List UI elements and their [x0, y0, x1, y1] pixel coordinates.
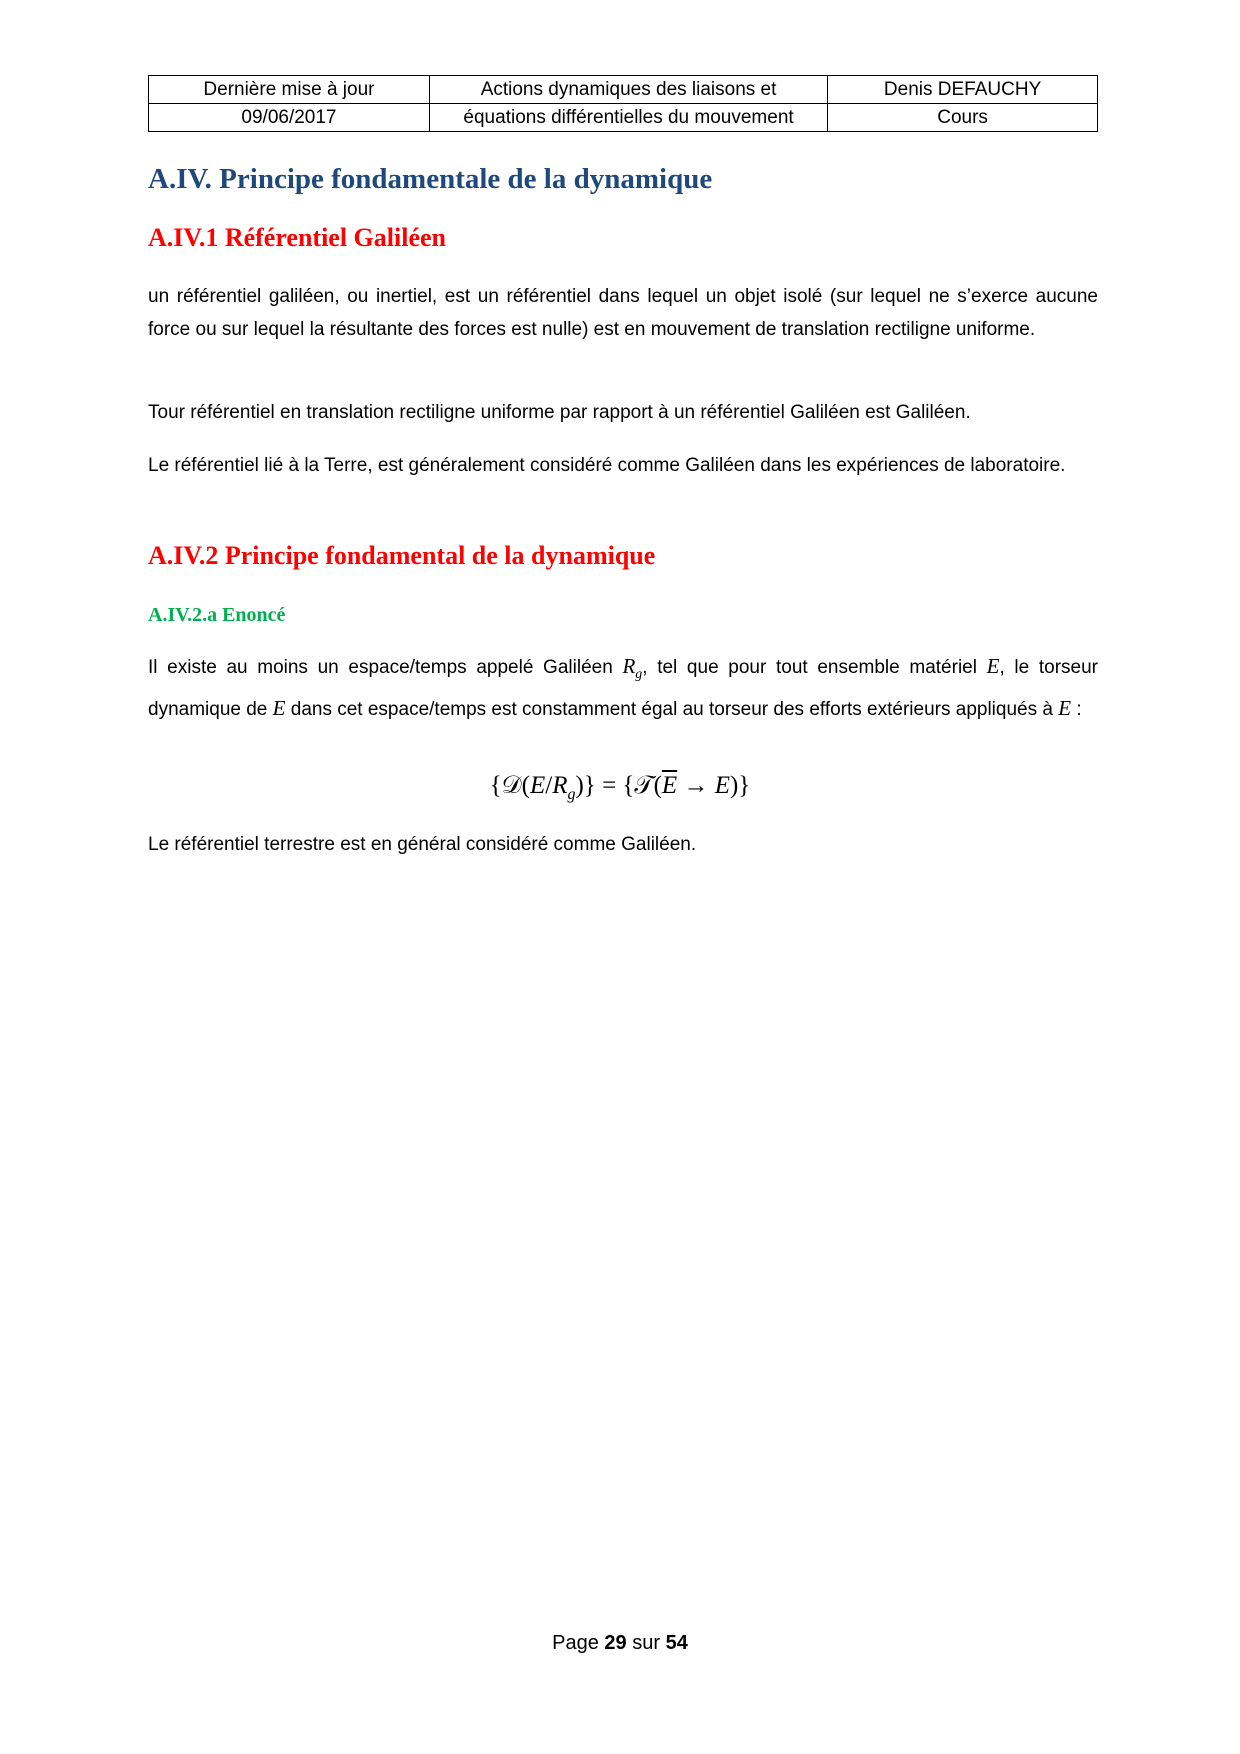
- header-table: [148, 75, 1098, 132]
- symbol-E: E: [272, 695, 286, 720]
- statement-text-3: , le torseur dynamique de: [148, 657, 1098, 720]
- paragraph-earth-frame: Le référentiel lié à la Terre, est généralement considéré comme Galiléen dans les expériences de laboratoire.: [148, 455, 1066, 476]
- arrow-right-icon: →: [677, 772, 715, 799]
- statement-text-2: , tel que pour tout ensemble matériel: [642, 657, 987, 678]
- symbol-R-letter: R: [622, 654, 636, 678]
- eq-rhs-open: {𝒯(: [622, 772, 662, 799]
- page-label: Page: [552, 1632, 605, 1654]
- total-pages: 54: [665, 1632, 688, 1654]
- symbol-E: E: [986, 654, 1000, 678]
- eq-lhs-R: R: [552, 772, 568, 799]
- eq-lhs-g: g: [567, 786, 576, 803]
- doc-type: Cours: [828, 104, 1098, 132]
- last-update-date: 09/06/2017: [149, 104, 430, 132]
- doc-title-line-1: Actions dynamiques des liaisons et: [429, 76, 827, 104]
- statement-text-1: Il existe au moins un espace/temps appelé Galiléen: [148, 657, 623, 678]
- eq-lhs-open: {𝒟(: [489, 772, 530, 799]
- eq-lhs-close: )}: [575, 772, 596, 799]
- page-number: 29: [604, 1632, 627, 1654]
- doc-title-line-2: équations différentielles du mouvement: [429, 104, 827, 132]
- subsection-2-heading: A.IV.2 Principe fondamental de la dynamique: [148, 541, 656, 570]
- eq-rhs-Ebar: $\overline{E}$: [661, 772, 678, 799]
- page-footer: [0, 1632, 1240, 1655]
- statement-text-4: dans cet espace/temps est constamment égal au torseur des efforts extérieurs appliqués à: [285, 698, 1059, 720]
- pfd-equation: [0, 772, 1240, 804]
- eq-slash: /: [545, 772, 553, 799]
- eq-rhs-E: E: [714, 772, 730, 799]
- symbol-R: [622, 654, 643, 683]
- paragraph-terrestrial-frame: Le référentiel terrestre est en général considéré comme Galiléen.: [148, 834, 697, 855]
- paragraph-translation-frame: Tour référentiel en translation rectiligne uniforme par rapport à un référentiel Galiléen est Galiléen.: [148, 402, 971, 423]
- paragraph-statement: [148, 650, 1098, 726]
- eq-equals: =: [595, 772, 623, 799]
- eq-rhs-close: )}: [729, 772, 751, 799]
- eq-lhs-E: E: [529, 772, 546, 799]
- symbol-g-subscript: g: [635, 667, 643, 683]
- last-update-label: Dernière mise à jour: [149, 76, 430, 104]
- header-row-1: [149, 76, 1098, 104]
- subsection-1-heading: A.IV.1 Référentiel Galiléen: [148, 223, 446, 252]
- symbol-E: E: [1058, 695, 1072, 720]
- author-name: Denis DEFAUCHY: [828, 76, 1098, 104]
- header-row-2: [149, 104, 1098, 132]
- subsubsection-heading: A.IV.2.a Enoncé: [148, 604, 286, 626]
- of-label: sur: [626, 1632, 666, 1654]
- statement-text-5: :: [1071, 698, 1082, 720]
- section-heading: A.IV. Principe fondamentale de la dynamique: [148, 163, 713, 195]
- paragraph-galilean-definition: un référentiel galiléen, ou inertiel, est un référentiel dans lequel un objet isolé (sur lequel ne s’exerce aucune force ou sur lequel la résultante des forces est nulle) est en mouvement de translation rectiligne uniforme.: [148, 286, 1098, 340]
